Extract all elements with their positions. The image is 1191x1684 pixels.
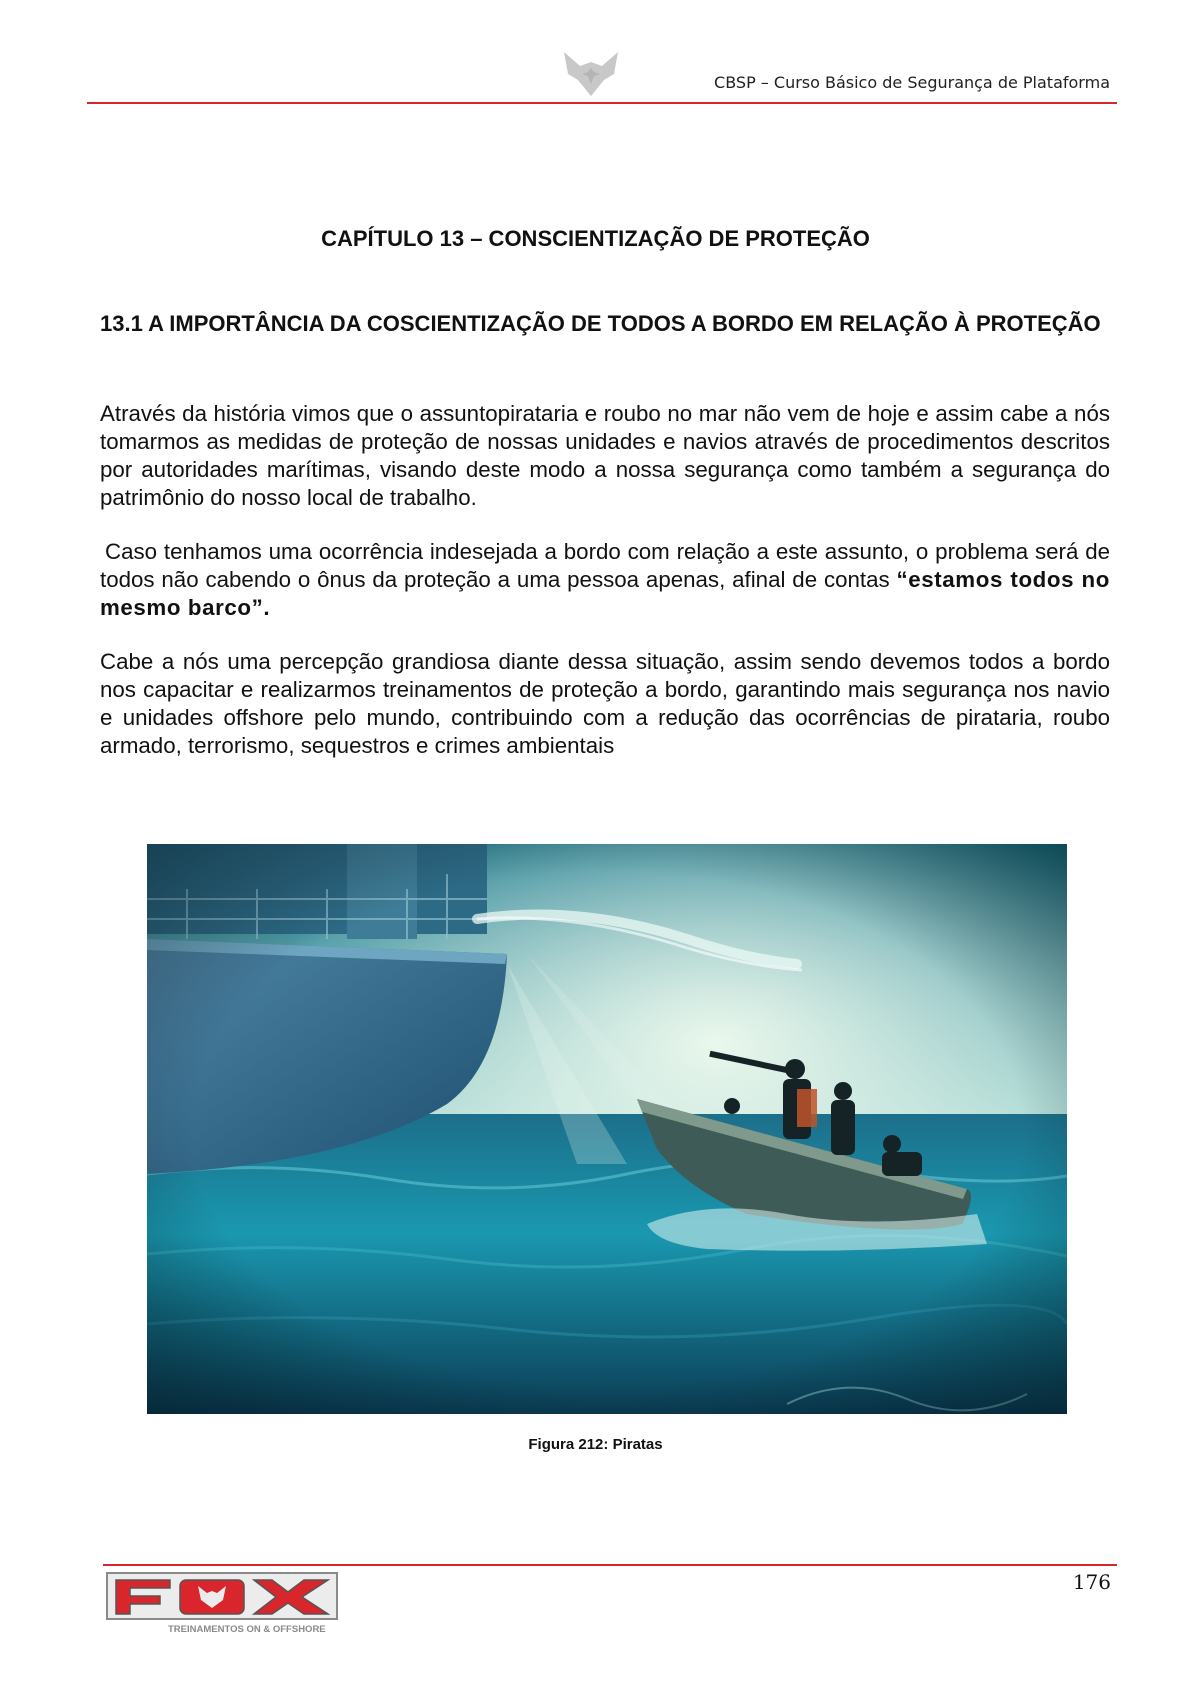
emphasis-quote: “estamos todos no mesmo barco”. (100, 567, 1111, 620)
chapter-title: CAPÍTULO 13 – CONSCIENTIZAÇÃO DE PROTEÇÃO (321, 226, 870, 251)
body-paragraph: Cabe a nós uma percepção grandiosa diante dessa situação, assim sendo devemos todos a bordo nos capacitar e realizarmos treinamentos de proteção a bordo, garantindo mais segurança nos navio e unidades offshore pelo mundo, contribuindo com a redução das ocorrências de pirataria, roubo armado, terrorismo, sequestros e crimes ambientais (100, 649, 1110, 758)
paragraph-text: Caso tenhamos uma ocorrência indesejada a bordo com relação a este assunto, o problema será de todos não cabendo o ônus da proteção a uma pessoa apenas, afinal de contas (100, 539, 1110, 592)
document-header-title: CBSP – Curso Básico de Segurança de Plataforma (714, 73, 1110, 92)
logo-tagline: TREINAMENTOS ON & OFFSHORE (168, 1624, 326, 1635)
fox-head-icon (560, 50, 622, 98)
body-paragraph (100, 538, 1110, 622)
fox-logo (106, 1572, 346, 1638)
body-paragraph: Através da história vimos que o assuntopirataria e roubo no mar não vem de hoje e assim cabe a nós tomarmos as medidas de proteção de nossas unidades e navios através de procedimentos descritos por autoridades marítimas, visando deste modo a nossa segurança como também a segurança do patrimônio do nosso local de trabalho. (100, 401, 1110, 510)
page-number: 176 (1072, 1570, 1111, 1594)
figure-pirates-image (147, 844, 1067, 1414)
figure-caption: Figura 212: Piratas (528, 1436, 663, 1453)
section-heading: 13.1 A IMPORTÂNCIA DA COSCIENTIZAÇÃO DE TODOS A BORDO EM RELAÇÃO À PROTEÇÃO (100, 311, 1101, 336)
header-divider (87, 102, 1117, 104)
footer-divider (103, 1564, 1117, 1566)
